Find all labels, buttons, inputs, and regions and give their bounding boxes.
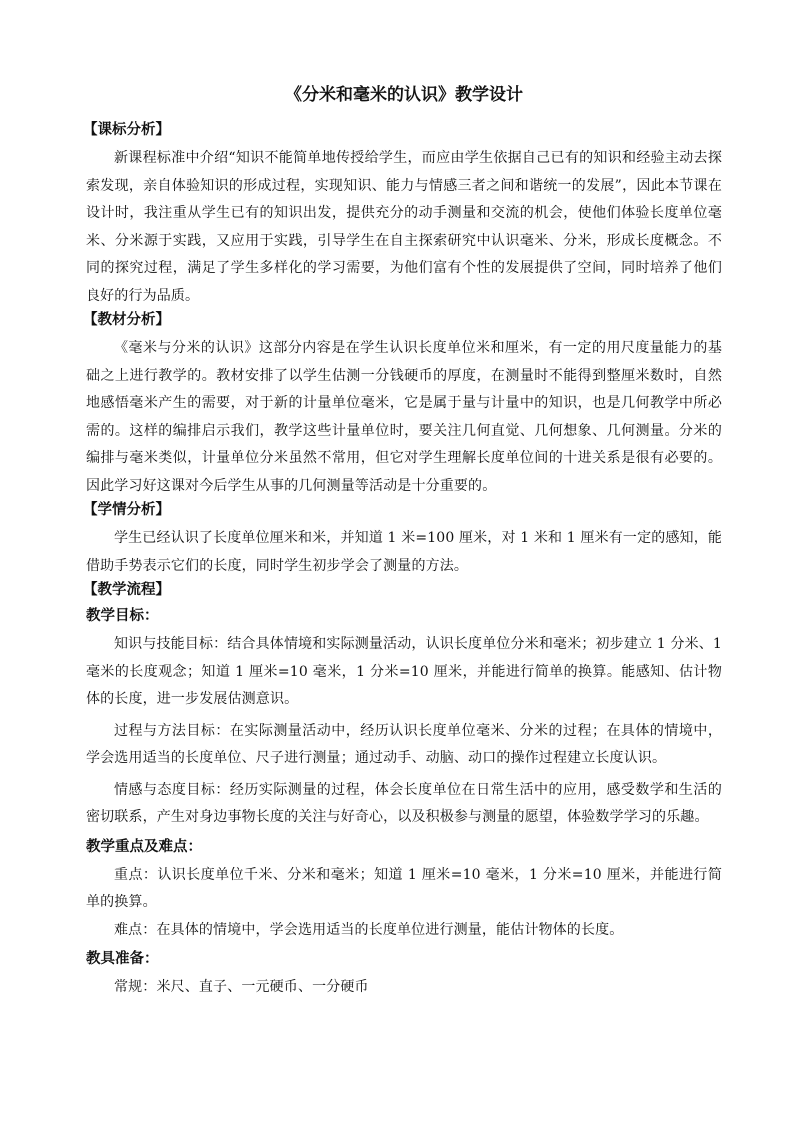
section-teaching-process <box>83 580 722 1002</box>
section-heading: 【教材分析】 <box>83 312 170 328</box>
document-page <box>83 84 722 1002</box>
materials-list: 常规：米尺、直子、一元硬币、一分硬币 <box>114 979 369 995</box>
section-paragraph: 《毫米与分米的认识》这部分内容是在学生认识长度单位米和厘米，有一定的用尺度量能力的基础之上进行教学的。教材安排了以学生估测一分钱硬币的厚度，在测量时不能得到整厘米数时，自然地感悟毫米产生的需要，对于新的计量单位毫米，它是属于量与计量中的知识，也是几何教学中所必需的。这样的编排启示我们，教学这些计量单位时，要关注几何直觉、几何想象、几何测量。分米的编排与毫米类似，计量单位分米虽然不常用，但它对学生理解长度单位间的十进关系是很有必要的。因此学习好这课对今后学生从事的几何测量等活动是十分重要的。 <box>86 340 722 494</box>
section-paragraph: 新课程标准中介绍“知识不能简单地传授给学生，而应由学生依据自己已有的知识和经验主动去探索发现，亲自体验知识的形成过程，实现知识、能力与情感三者之间和谐统一的发展”，因此本节课在设计时，我注重从学生已有的知识出发，提供充分的动手测量和交流的机会，使他们体验长度单位毫米、分米源于实践，又应用于实践，引导学生在自主探索研究中认识毫米、分米，形成长度概念。不同的探究过程，满足了学生多样化的学习需要，为他们富有个性的发展提供了空间，同时培养了他们良好的行为品质。 <box>86 150 722 304</box>
document-title: 《分米和毫米的认识》教学设计 <box>285 85 523 105</box>
key-points-title: 教学重点及难点： <box>86 838 202 855</box>
section-learner-analysis <box>83 500 722 580</box>
section-heading: 【学情分析】 <box>83 502 170 518</box>
objective-knowledge: 知识与技能目标：结合具体情境和实际测量活动，认识长度单位分米和毫米；初步建立 1 分米、1 毫米的长度观念；知道 1 厘米=10 毫米，1 分米=10 厘米，并能进行简单的换算。能感知、估计物体的长度，进一步发展估测意识。 <box>86 636 722 707</box>
section-paragraph: 学生已经认识了长度单位厘米和米，并知道 1 米=100 厘米，对 1 米和 1 厘米有一定的感知，能借助手势表示它们的长度，同时学生初步学会了测量的方法。 <box>86 530 722 574</box>
materials-title: 教具准备： <box>86 951 159 967</box>
section-heading: 【课标分析】 <box>83 122 170 138</box>
key-point-difficulty: 难点：在具体的情境中，学会选用适当的长度单位进行测量，能估计物体的长度。 <box>114 921 624 938</box>
section-standard-analysis <box>83 120 722 310</box>
section-textbook-analysis <box>83 310 722 500</box>
key-point-focus: 重点：认识长度单位千米、分米和毫米；知道 1 厘米=10 毫米，1 分米=10 厘米，并能进行简单的换算。 <box>86 866 722 910</box>
objectives-title: 教学目标： <box>86 608 159 624</box>
objective-emotion: 情感与态度目标：经历实际测量的过程，体会长度单位在日常生活中的应用，感受数学和生活的密切联系，产生对身边事物长度的关注与好奇心，以及积极参与测量的愿望，体验数学学习的乐趣。 <box>86 781 722 825</box>
section-heading: 【教学流程】 <box>83 582 170 598</box>
objective-process: 过程与方法目标：在实际测量活动中，经历认识长度单位毫米、分米的过程；在具体的情境中，学会选用适当的长度单位、尺子进行测量；通过动手、动脑、动口的操作过程建立长度认识。 <box>86 722 722 766</box>
